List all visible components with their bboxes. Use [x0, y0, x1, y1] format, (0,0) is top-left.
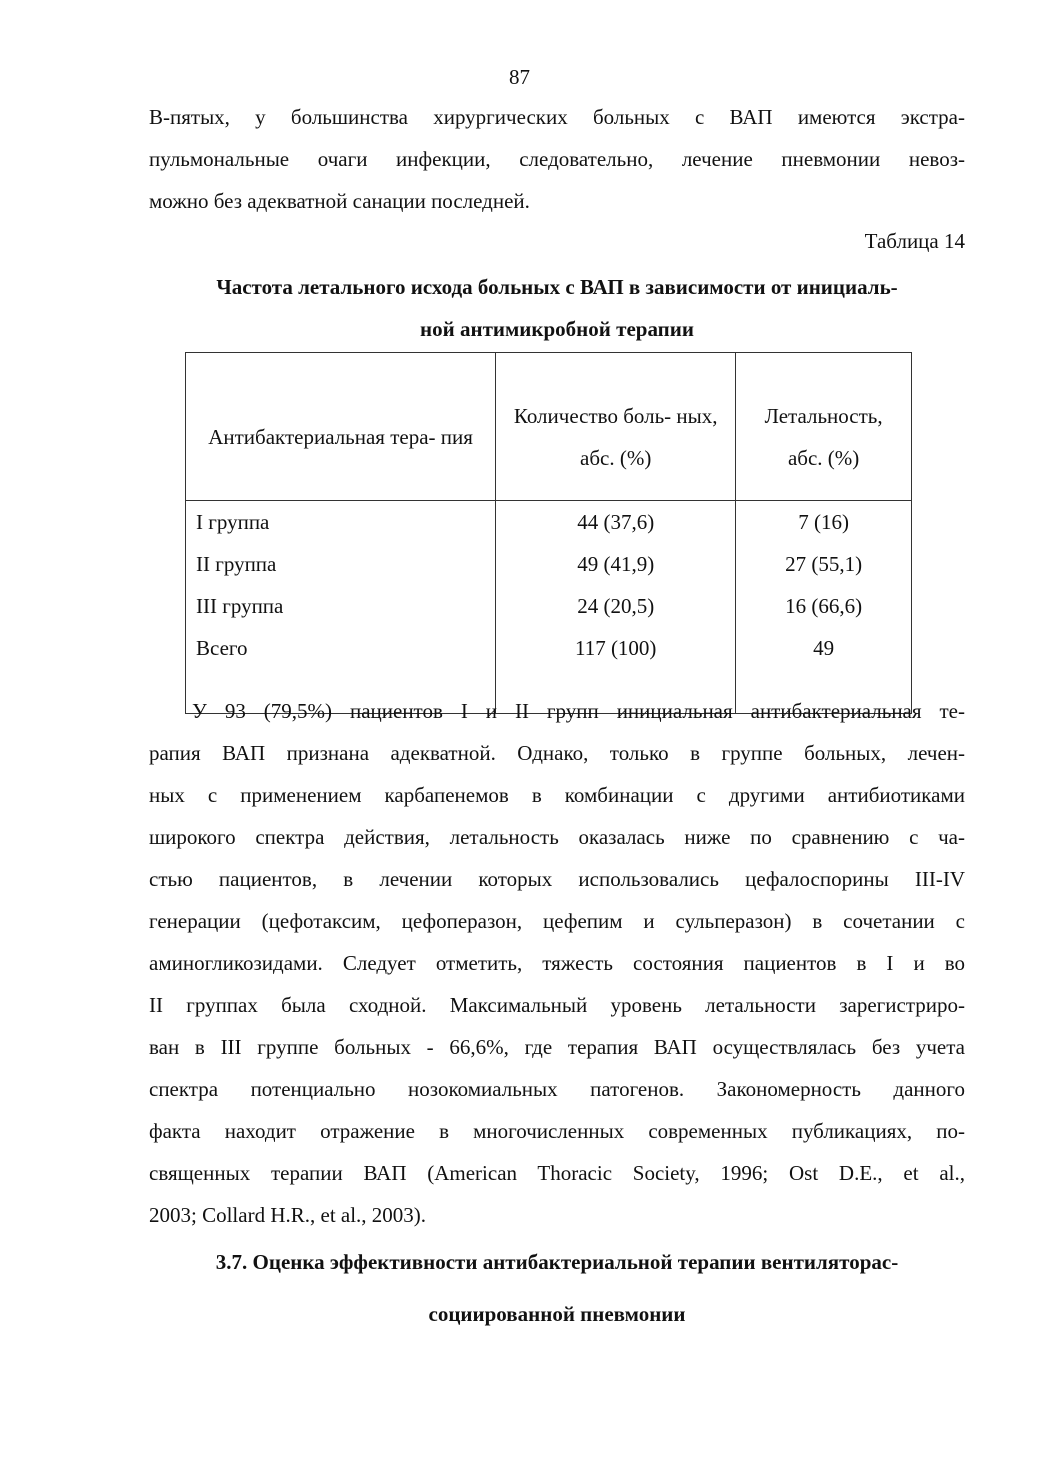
cell-mortality: 49 [736, 627, 912, 669]
text-line: пульмональные очаги инфекции, следовательно, лечение пневмонии невоз- [149, 147, 965, 171]
text-line: священных терапии ВАП (American Thoracic Society, 1996; Ost D.E., et al., [149, 1161, 965, 1185]
cell-patients: 44 (37,6) [496, 501, 736, 544]
cell-mortality: 27 (55,1) [736, 543, 912, 585]
section-heading-line: социированной пневмонии [428, 1302, 686, 1326]
text-line: II группах была сходной. Максимальный уровень летальности зарегистриро- [149, 993, 965, 1017]
text-line: аминогликозидами. Следует отметить, тяжесть состояния пациентов в I и во [149, 951, 965, 975]
cell-patients: 49 (41,9) [496, 543, 736, 585]
table-row [186, 543, 912, 585]
cell-group: Всего [186, 627, 496, 669]
table-title-line: Частота летального исхода больных с ВАП в зависимости от инициаль- [216, 275, 898, 299]
cell-patients: 117 (100) [496, 627, 736, 669]
page-number: 87 [509, 65, 530, 89]
section-heading-line: 3.7. Оценка эффективности антибактериальной терапии вентиляторас- [215, 1250, 899, 1274]
table-title-line: ной антимикробной терапии [420, 317, 694, 341]
text-line: спектра потенциально нозокомиальных патогенов. Закономерность данного [149, 1077, 965, 1101]
text-line: факта находит отражение в многочисленных современных публикациях, по- [149, 1119, 965, 1143]
text-line: стью пациентов, в лечении которых использовались цефалоспорины III-IV [149, 867, 965, 891]
text-line: широкого спектра действия, летальность оказалась ниже по сравнению с ча- [149, 825, 965, 849]
mortality-table [185, 352, 912, 714]
table-title [149, 266, 965, 350]
header-mortality: Летальность, абс. (%) [736, 353, 912, 501]
table-header-row [186, 353, 912, 501]
cell-patients: 24 (20,5) [496, 585, 736, 627]
body-paragraph [149, 690, 965, 1236]
text-line: ван в III группе больных - 66,6%, где терапия ВАП осуществлялась без учета [149, 1035, 965, 1059]
cell-mortality: 7 (16) [736, 501, 912, 544]
text-line: 2003; Collard H.R., et al., 2003). [149, 1203, 427, 1227]
text-line: можно без адекватной санации последней. [149, 189, 530, 213]
cell-mortality: 16 (66,6) [736, 585, 912, 627]
intro-paragraph [149, 96, 965, 222]
cell-group: II группа [186, 543, 496, 585]
table-row [186, 627, 912, 669]
cell-group: III группа [186, 585, 496, 627]
header-therapy: Антибактериальная тера- пия [186, 353, 496, 501]
text-line: В-пятых, у большинства хирургических больных с ВАП имеются экстра- [149, 105, 965, 129]
section-heading [149, 1236, 965, 1340]
text-line: У 93 (79,5%) пациентов I и II групп инициальная антибактериальная те- [192, 699, 965, 723]
text-line: рапия ВАП признана адекватной. Однако, только в группе больных, лечен- [149, 741, 965, 765]
table-number: Таблица 14 [864, 229, 965, 253]
table-row [186, 585, 912, 627]
table-row [186, 501, 912, 544]
text-line: ных с применением карбапенемов в комбинации с другими антибиотиками [149, 783, 965, 807]
cell-group: I группа [186, 501, 496, 544]
header-patients: Количество боль- ных, абс. (%) [496, 353, 736, 501]
text-line: генерации (цефотаксим, цефоперазон, цефепим и сульперазон) в сочетании с [149, 909, 965, 933]
